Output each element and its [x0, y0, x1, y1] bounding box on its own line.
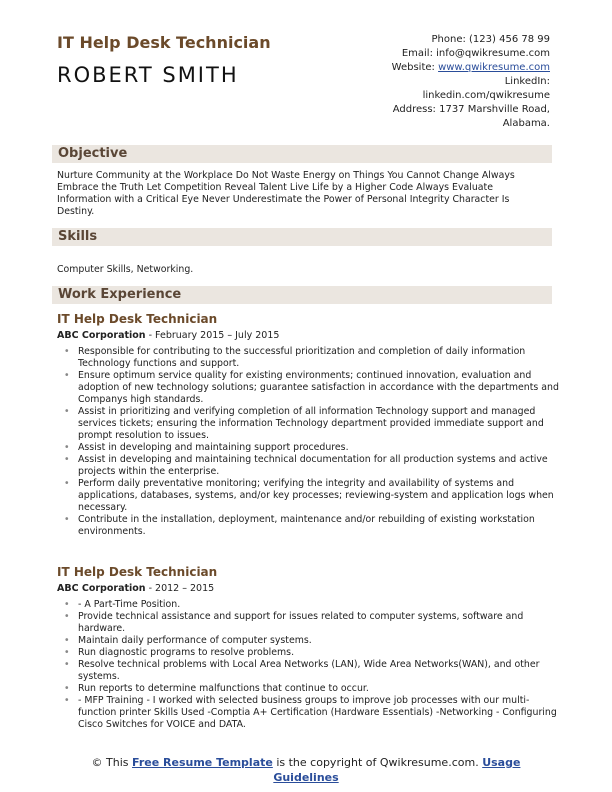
contact-block — [290, 33, 550, 131]
job-meta — [57, 583, 214, 594]
job-company: ABC Corporation — [57, 330, 146, 341]
contact-website — [290, 61, 550, 75]
skills-section-header — [52, 228, 552, 246]
list-item: • Contribute in the installation, deployment, maintenance and/or rebuilding of existing workstation environments. — [78, 514, 566, 538]
job-bullets — [62, 599, 566, 731]
objective-section-header — [52, 145, 552, 163]
footer-middle: is the copyright of Qwikresume.com. — [272, 756, 483, 769]
job-company: ABC Corporation — [57, 583, 146, 594]
list-item: • Run reports to determine malfunctions that continue to occur. — [78, 683, 566, 695]
job-dates: - 2012 – 2015 — [145, 583, 215, 594]
free-resume-template-link[interactable]: Free Resume Template — [132, 756, 273, 769]
list-item: • Assist in prioritizing and verifying completion of all information Technology support and managed services tickets; ensuring the information Technology department provided immediate support and prompt resolution to issues. — [78, 406, 566, 442]
list-item: • - MFP Training - I worked with selected business groups to improve job processes with our multi-function printer Skills Used -Comptia A+ Certification (Hardware Essentials) -Networking - Configuring Cisco Switches for VOICE and DATA. — [78, 695, 566, 731]
job-title: IT Help Desk Technician — [57, 565, 218, 579]
list-item: • Provide technical assistance and support for issues related to computer systems, software and hardware. — [78, 611, 566, 635]
guidelines-link[interactable]: Guidelines — [273, 771, 339, 784]
list-item: • Resolve technical problems with Local Area Networks (LAN), Wide Area Networks(WAN), and other systems. — [78, 659, 566, 683]
website-label: Website: — [391, 62, 439, 73]
list-item: • Ensure optimum service quality for existing environments; continued innovation, evaluation and adoption of new technology solutions; guarantee satisfaction in accordance with the departments and Companys high standards. — [78, 370, 566, 406]
list-item: • Assist in developing and maintaining technical documentation for all production systems and active projects within the enterprise. — [78, 454, 566, 478]
list-item: • Assist in developing and maintaining support procedures. — [78, 442, 566, 454]
copyright-footer — [0, 755, 612, 785]
list-item: • Perform daily preventative monitoring; verifying the integrity and availability of systems and applications, databases, systems, and/or key processes; reviewing-system and application logs when necessary. — [78, 478, 566, 514]
contact-email: Email: info@qwikresume.com — [401, 48, 550, 59]
candidate-name: ROBERT SMITH — [57, 63, 239, 87]
contact-address-line1: Address: 1737 Marshville Road, — [392, 104, 550, 115]
list-item: • Maintain daily performance of computer systems. — [78, 635, 566, 647]
objective-heading: Objective — [58, 146, 128, 161]
experience-section-header — [52, 286, 552, 304]
skills-heading: Skills — [58, 229, 98, 244]
job-bullets — [62, 346, 566, 538]
list-item: • - A Part-Time Position. — [78, 599, 566, 611]
contact-linkedin-value: linkedin.com/qwikresume — [422, 90, 550, 101]
footer-prefix: © This — [91, 756, 133, 769]
list-item: • Responsible for contributing to the successful prioritization and completion of daily information Technology functions and support. — [78, 346, 566, 370]
skills-text: Computer Skills, Networking. — [57, 264, 194, 275]
header-job-title: IT Help Desk Technician — [57, 33, 271, 52]
experience-heading: Work Experience — [58, 287, 182, 302]
job-meta — [57, 330, 279, 341]
contact-address-line2: Alabama. — [502, 118, 550, 129]
list-item: • Run diagnostic programs to resolve problems. — [78, 647, 566, 659]
objective-text: Nurture Community at the Workplace Do Not Waste Energy on Things You Cannot Change Always Embrace the Truth Let Competition Reveal Talent Live Life by a Higher Code Always Evaluate Information with a Critical Eye Never Underestimate the Power of Personal Integrity Character Is Destiny. — [57, 170, 515, 217]
contact-linkedin-label: LinkedIn: — [504, 76, 550, 87]
usage-link[interactable]: Usage — [482, 756, 521, 769]
job-title: IT Help Desk Technician — [57, 312, 218, 326]
job-dates: - February 2015 – July 2015 — [145, 330, 280, 341]
website-link[interactable]: www.qwikresume.com — [438, 62, 550, 73]
contact-phone: Phone: (123) 456 78 99 — [431, 34, 550, 45]
